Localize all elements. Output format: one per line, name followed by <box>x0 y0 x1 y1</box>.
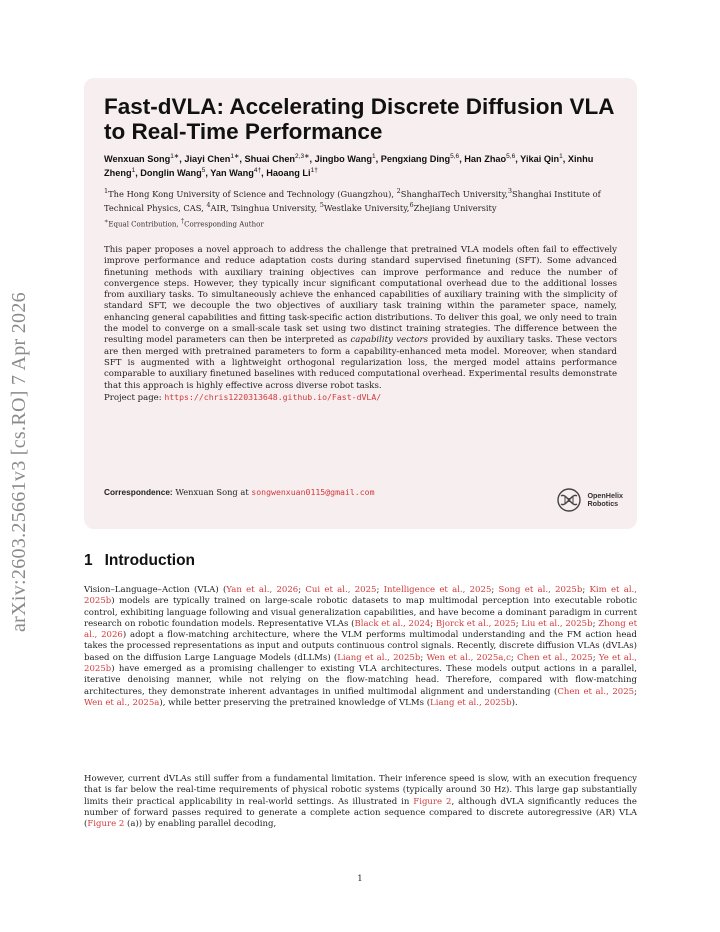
author-affiliation-mark: 1 <box>559 153 563 160</box>
logo-line-2: Robotics <box>587 499 619 508</box>
affiliation-text: The Hong Kong University of Science and Technology (Guangzhou), <box>108 188 397 199</box>
citation-link[interactable]: Liang et al., 2025b <box>337 652 421 663</box>
citation-link[interactable]: Kim et al., 2025b <box>84 585 637 607</box>
affiliation-text: AIR, Tsinghua University, <box>210 203 320 214</box>
author-name: Donglin Wang <box>140 168 202 179</box>
author-affiliation-mark: 1 <box>131 167 136 175</box>
openhelix-logo <box>555 485 623 515</box>
author-affiliation-mark: 1† <box>310 167 318 175</box>
page-number: 1 <box>357 874 363 884</box>
citation-link[interactable]: Chen et al., 2025 <box>557 686 635 697</box>
author-list: Wenxuan Song$^{1∗}$, Jiayi Chen$^{1∗}$, Shuai Chen$^{2,3∗}$, Jingbo Wang$^1$, Pengxiang Ding$^{5,6}$, Han Zhao$^{5,6}$, Yikai Qin$^1$, Xinhu Zheng$^1$, Donglin Wang$^5$, Yan Wang$^{4\dagger}$, Haoang $Li^{1\dagger}$ <box>104 153 594 179</box>
author-name: Xinhu Zheng <box>104 154 594 179</box>
citation-link[interactable]: Figure 2 <box>87 819 125 830</box>
correspondence-email-link[interactable]: songwenxuan0115@gmail.com <box>251 487 375 497</box>
abstract-part-2: provided by auxiliary tasks. These vectors are then merged with pretrained parameters to form a capability-enhanced meta model. Moreover, when standard SFT is augmented with a lightweight orthogonal regularization loss, the merged model attains performance comparable to auxiliary finetuned baselines with reduced computational overhead. Experimental results demonstrate that this approach is highly effective across diverse robot tasks. <box>104 335 617 391</box>
contribution-note <box>104 216 617 230</box>
correspondence-name: Wenxuan Song at <box>172 487 252 497</box>
project-page-label: Project page: <box>104 392 165 403</box>
corresponding-text: Corresponding Author <box>184 219 264 228</box>
affiliation-number: 2 <box>396 187 401 196</box>
paper-title: Fast-dVLA: Accelerating Discrete Diffusion VLA to Real-Time Performance <box>104 94 614 144</box>
abstract-part-1: This paper proposes a novel approach to address the challenge that pretrained VLA models often fail to effectively improve performance and reduce adaptation costs during standard supervised finetuning (SFT). Some advanced finetuning methods with auxiliary training objectives can improve performance and reduce the number of convergence steps. However, they typically incur significant computational overhead due to the additional losses from auxiliary tasks. To simultaneously achieve the enhanced capabilities of auxiliary training with the simplicity of standard SFT, we decouple the two objectives of auxiliary task training within the parameter space, namely, enhancing general capabilities and fitting task-specific action distributions. To deliver this goal, we only need to train the model to converge on a small-scale task set using two distinct training strategies. The difference between the resulting model parameters can then be interpreted as <box>104 244 617 346</box>
author-affiliation-mark: 1 <box>371 153 376 160</box>
author-affiliation-mark: 4† <box>253 167 262 175</box>
correspondence-label: Correspondence: <box>104 487 173 497</box>
affiliation-number: 6 <box>409 201 414 210</box>
intro-paragraph-2: However, current dVLAs still suffer from a fundamental limitation. Their inference speed is slow, with an execution frequency that is far below the real-time requirements of physical robotic systems (typically around 30 Hz). This large gap substantially limits their practical applicability in real-world settings. As illustrated in Figure 2, although dVLA significantly reduces the number of forward passes required to generate a complete action sequence compared to discrete autoregressive (AR) VLA (Figure 2 (a)) by enabling parallel decoding, <box>84 774 637 830</box>
citation-link[interactable]: Wen et al., 2025a,c <box>426 652 511 663</box>
citation-link[interactable]: Liu et al., 2025b <box>521 618 593 629</box>
author-affiliation-mark: 5,6 <box>506 153 516 160</box>
affiliation-text: Zhejiang University <box>413 203 497 214</box>
affiliation-number: 1 <box>104 187 109 196</box>
citation-link[interactable]: Zhong et al., 2026 <box>84 618 638 641</box>
citation-link[interactable]: Black et al., 2024 <box>354 618 431 629</box>
citation-link[interactable]: Cui et al., 2025 <box>305 585 377 595</box>
affiliation-text: Shanghai Institute of Technical Physics, CAS, <box>104 188 601 214</box>
logo-line-1: OpenHelix <box>587 491 623 500</box>
affiliation-text: Westlake University, <box>323 203 410 214</box>
author-name: Jingbo Wang <box>314 154 372 165</box>
project-page-link[interactable]: https://chris1220313648.github.io/Fast-dVLA/ <box>164 391 382 402</box>
affiliations <box>104 186 617 215</box>
citation-link[interactable]: Song et al., 2025b <box>498 585 583 595</box>
author-name: Yan Wang <box>210 168 254 179</box>
equal-contribution-mark: ∗ <box>104 216 109 225</box>
citation-link[interactable]: Wen et al., 2025a <box>84 697 160 708</box>
intro-paragraph-1: Vision–Language–Action (VLA) (Yan et al., 2026; Cui et al., 2025; Intelligence et al., 2025; Song et al., 2025b; Kim et al., 2025b) models are typically trained on large-scale robotic datasets to map multimodal perception into executable robotic control, exhibiting language following and visual generalization capabilities, and have become a dominant paradigm in current research on robotic foundation models. Representative VLAs (Black et al., 2024; Bjorck et al., 2025; Liu et al., 2025b; Zhong et al., 2026) adopt a flow-matching architecture, where the VLM performs multimodal understanding and the FM action head takes the processed representations as input and outputs continuous control signals. Recently, discrete diffusion VLAs (dVLAs) based on the diffusion Large Language Models (dLLMs) (Liang et al., 2025b; Wen et al., 2025a,c; Chen et al., 2025; Ye et al., 2025b) have emerged as a promising challenger to existing VLA architectures. These models output actions in a parallel, iterative denoising manner, while not relying on the flow-matching head. Therefore, compared with flow-matching architectures, they demonstrate inherent advantages in unified multimodal alignment and understanding (Chen et al., 2025; Wen et al., 2025a), while better preserving the pretrained knowledge of VLMs (Liang et al., 2025b). <box>84 585 638 708</box>
citation-link[interactable]: Intelligence et al., 2025 <box>383 585 492 595</box>
author-name: Pengxiang Ding <box>380 154 451 165</box>
section-title: Introduction <box>104 552 196 569</box>
affiliation-number: 4 <box>206 201 211 210</box>
author-name: Haoang Li <box>266 168 311 179</box>
openhelix-logo-icon <box>555 486 583 514</box>
author-affiliation-mark: 5 <box>201 167 206 175</box>
section-heading-introduction <box>84 552 195 570</box>
citation-link[interactable]: Yan et al., 2026 <box>226 585 299 595</box>
author-affiliation-mark: 1∗ <box>170 153 180 160</box>
affiliation-number: 5 <box>319 201 324 210</box>
abstract-emphasis: capability vectors <box>350 335 428 346</box>
arxiv-identifier-stamp: arXiv:2603.25661v3 [cs.RO] 7 Apr 2026 <box>8 292 30 632</box>
section-number: 1 <box>84 552 93 569</box>
author-name: Yikai Qin <box>520 154 560 165</box>
citation-link[interactable]: Bjorck et al., 2025 <box>435 618 516 629</box>
title-abstract-box <box>84 78 637 529</box>
author-name: Jiayi Chen <box>184 154 231 165</box>
author-name: Wenxuan Song <box>104 154 171 165</box>
corresponding-mark: † <box>180 216 185 225</box>
correspondence <box>104 487 375 497</box>
citation-link[interactable]: Ye et al., 2025b <box>84 652 638 675</box>
author-name: Han Zhao <box>464 154 507 165</box>
citation-link[interactable]: Chen et al., 2025 <box>516 652 593 663</box>
author-affiliation-mark: 5,6 <box>450 153 460 160</box>
affiliation-number: 3 <box>507 187 512 196</box>
author-affiliation-mark: 1∗ <box>230 153 240 160</box>
citation-link[interactable]: Liang et al., 2025b <box>430 697 512 708</box>
abstract <box>104 245 617 404</box>
citation-link[interactable]: Figure 2 <box>413 796 452 807</box>
equal-contribution-text: Equal Contribution, <box>108 219 181 228</box>
author-affiliation-mark: 2,3∗ <box>295 153 310 160</box>
affiliation-text: ShanghaiTech University, <box>400 188 508 199</box>
author-name: Shuai Chen <box>244 154 296 165</box>
